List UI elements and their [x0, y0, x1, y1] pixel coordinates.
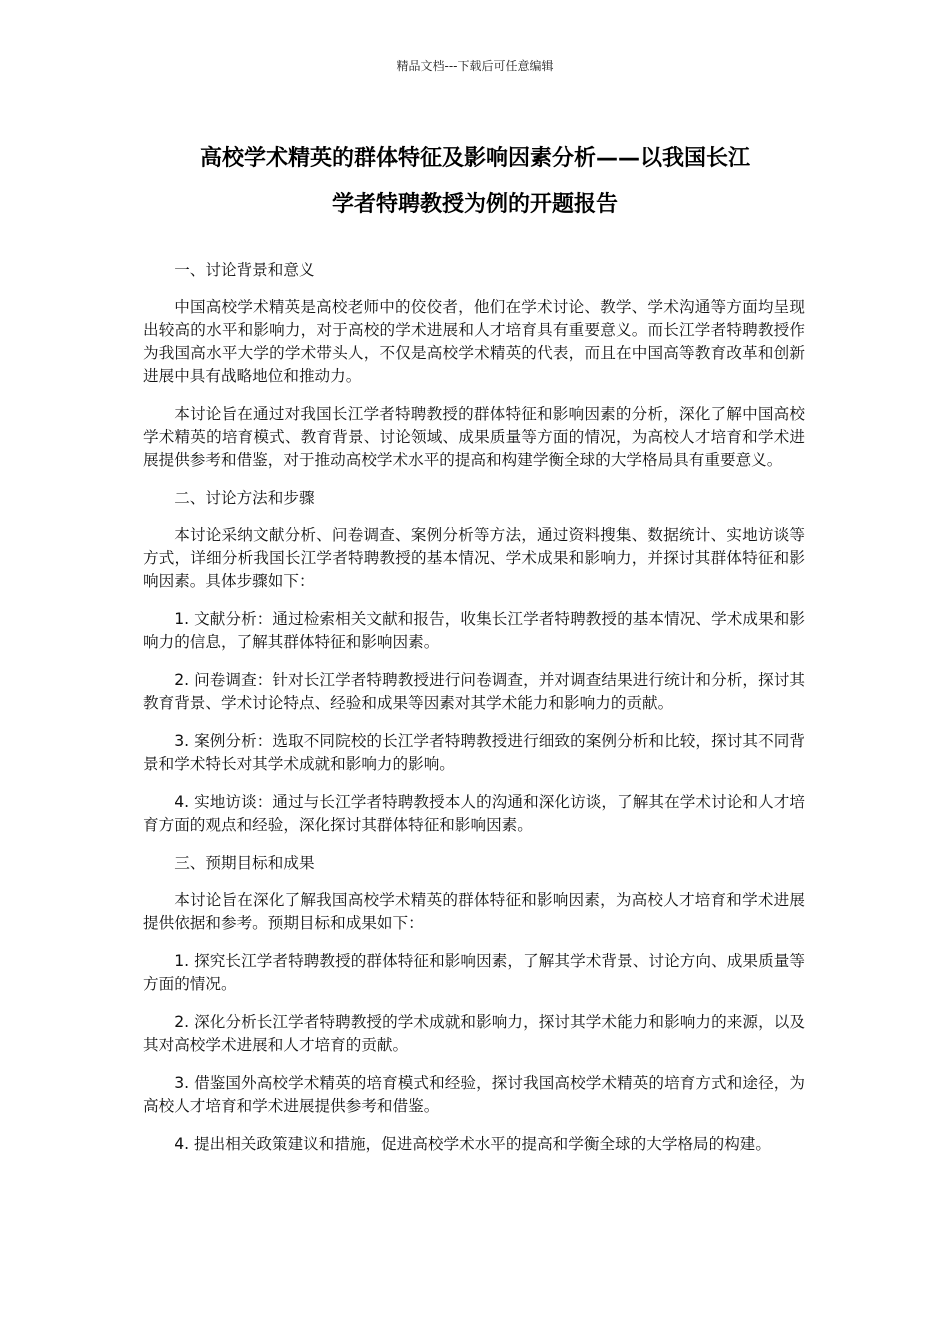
- list-item: 1. 文献分析：通过检索相关文献和报告，收集长江学者特聘教授的基本情况、学术成果和影响力的信息，了解其群体特征和影响因素。: [143, 610, 805, 651]
- list-item: 3. 借鉴国外高校学术精英的培育模式和经验，探讨我国高校学术精英的培育方式和途径，为高校人才培育和学术进展提供参考和借鉴。: [143, 1074, 805, 1115]
- list-item: 1. 探究长江学者特聘教授的群体特征和影响因素，了解其学术背景、讨论方向、成果质量等方面的情况。: [143, 952, 805, 993]
- section-heading-background: 一、讨论背景和意义: [174, 261, 315, 279]
- section-heading-methods: 二、讨论方法和步骤: [174, 489, 315, 507]
- document-body: [143, 259, 805, 1171]
- list-item: 4. 提出相关政策建议和措施，促进高校学术水平的提高和学衡全球的大学格局的构建。: [174, 1135, 771, 1153]
- body-paragraph: 本讨论采纳文献分析、问卷调查、案例分析等方法，通过资料搜集、数据统计、实地访谈等方式，详细分析我国长江学者特聘教授的基本情况、学术成果和影响力，并探讨其群体特征和影响因素。具体步骤如下：: [143, 526, 805, 590]
- section-heading-goals: 三、预期目标和成果: [174, 854, 315, 872]
- list-item: 2. 问卷调查：针对长江学者特聘教授进行问卷调查，并对调查结果进行统计和分析，探讨其教育背景、学术讨论特点、经验和成果等因素对其学术能力和影响力的贡献。: [143, 671, 805, 712]
- list-item: 2. 深化分析长江学者特聘教授的学术成就和影响力，探讨其学术能力和影响力的来源，以及其对高校学术进展和人才培育的贡献。: [143, 1013, 805, 1054]
- document-title-line-1: 高校学术精英的群体特征及影响因素分析——以我国长江: [199, 146, 750, 171]
- page-header-note: 精品文档---下载后可任意编辑: [396, 59, 554, 73]
- list-item: 4. 实地访谈：通过与长江学者特聘教授本人的沟通和深化访谈，了解其在学术讨论和人才培育方面的观点和经验，深化探讨其群体特征和影响因素。: [143, 793, 805, 834]
- document-title: [130, 136, 820, 228]
- list-item: 3. 案例分析：选取不同院校的长江学者特聘教授进行细致的案例分析和比较，探讨其不同背景和学术特长对其学术成就和影响力的影响。: [143, 732, 805, 773]
- body-paragraph: 本讨论旨在深化了解我国高校学术精英的群体特征和影响因素，为高校人才培育和学术进展提供依据和参考。预期目标和成果如下：: [143, 891, 805, 932]
- document-title-line-2: 学者特聘教授为例的开题报告: [331, 192, 618, 217]
- body-paragraph: 本讨论旨在通过对我国长江学者特聘教授的群体特征和影响因素的分析，深化了解中国高校学术精英的培育模式、教育背景、讨论领域、成果质量等方面的情况，为高校人才培育和学术进展提供参考和借鉴，对于推动高校学术水平的提高和构建学衡全球的大学格局具有重要意义。: [143, 405, 805, 469]
- body-paragraph: 中国高校学术精英是高校老师中的佼佼者，他们在学术讨论、教学、学术沟通等方面均呈现出较高的水平和影响力，对于高校的学术进展和人才培育具有重要意义。而长江学者特聘教授作为我国高水平大学的学术带头人，不仅是高校学术精英的代表，而且在中国高等教育改革和创新进展中具有战略地位和推动力。: [143, 298, 805, 385]
